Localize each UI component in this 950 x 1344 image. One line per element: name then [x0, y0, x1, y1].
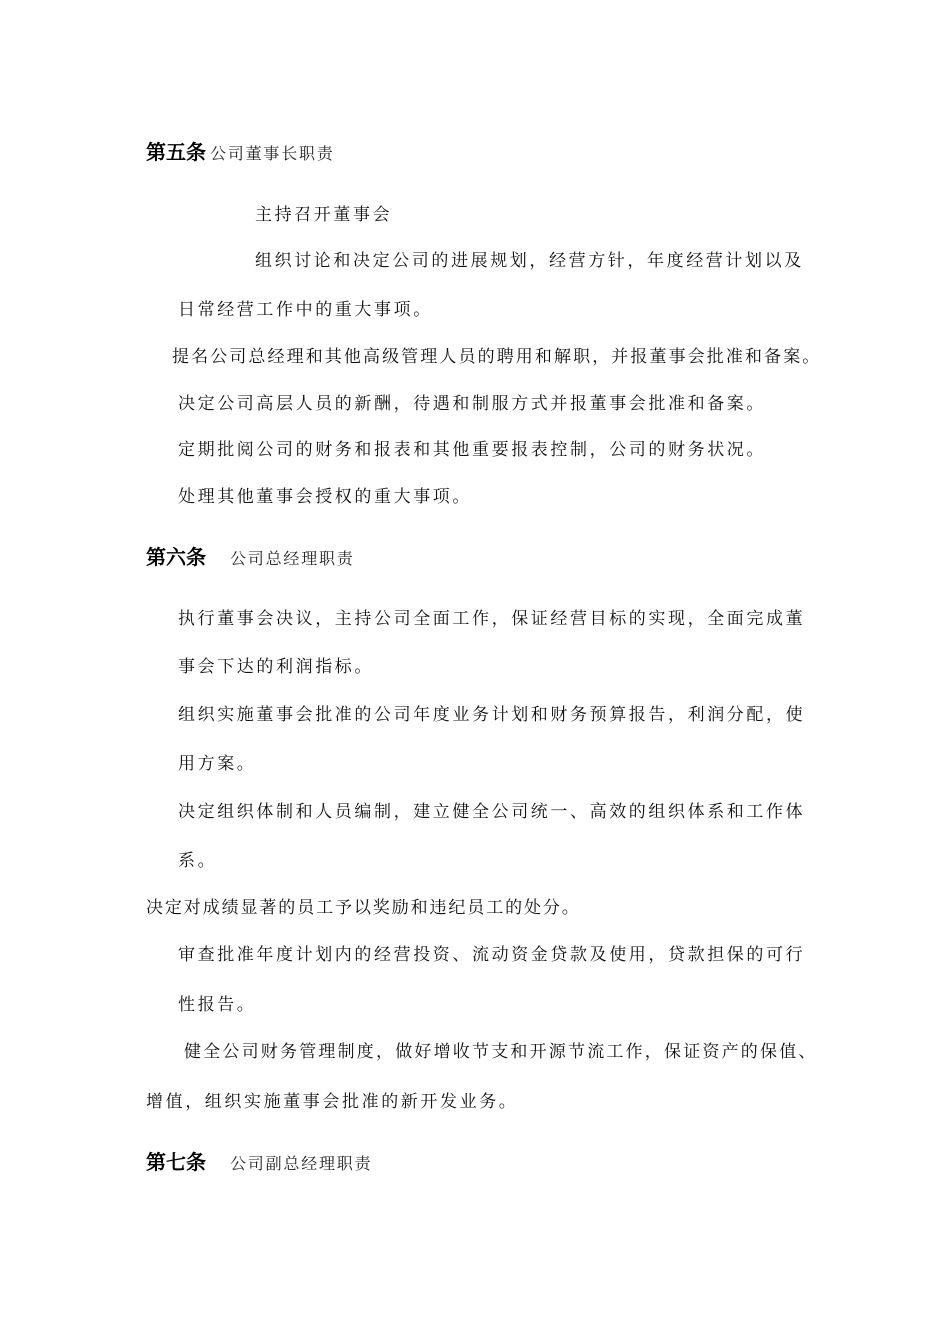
article-5-line: 主持召开董事会: [255, 205, 393, 225]
article-6-line: 决定组织体制和人员编制，建立健全公司统一、高效的组织体系和工作体: [178, 802, 806, 822]
article-6-line: 审查批准年度计划内的经营投资、流动资金贷款及使用，贷款担保的可行: [178, 945, 806, 965]
article-6-line: 性报告。: [178, 995, 257, 1015]
article-5-line: 组织讨论和决定公司的进展规划，经营方针，年度经营计划以及: [255, 251, 804, 271]
article-5-line: 定期批阅公司的财务和报表和其他重要报表控制，公司的财务状况。: [178, 440, 766, 460]
article-6-title: 公司总经理职责: [230, 549, 355, 568]
article-5-number: 第五条: [146, 140, 206, 164]
article-6-line: 执行董事会决议，主持公司全面工作，保证经营目标的实现，全面完成董: [178, 609, 806, 629]
article-5-heading: [146, 139, 335, 167]
article-6-heading: [146, 544, 355, 572]
article-6-line: 系。: [178, 851, 218, 871]
article-7-title: 公司副总经理职责: [230, 1154, 373, 1173]
article-5-line: 决定公司高层人员的新酬，待遇和制服方式并报董事会批准和备案。: [178, 394, 766, 414]
article-6-line: 决定对成绩显著的员工予以奖励和违纪员工的处分。: [146, 898, 581, 918]
article-6-number: 第六条: [146, 545, 206, 569]
article-7-number: 第七条: [146, 1150, 206, 1174]
article-6-line: 增值，组织实施董事会批准的新开发业务。: [146, 1092, 519, 1112]
article-5-line: 处理其他董事会授权的重大事项。: [178, 487, 472, 507]
article-5-line: 提名公司总经理和其他高级管理人员的聘用和解职，并报董事会批准和备案。: [172, 347, 822, 367]
article-7-heading: [146, 1149, 372, 1177]
article-6-line: 用方案。: [178, 754, 257, 774]
article-6-line: 事会下达的利润指标。: [178, 657, 374, 677]
article-6-line: 健全公司财务管理制度，做好增收节支和开源节流工作，保证资产的保值、: [184, 1042, 818, 1062]
article-6-line: 组织实施董事会批准的公司年度业务计划和财务预算报告，利润分配，使: [178, 705, 806, 725]
article-5-line: 日常经营工作中的重大事项。: [178, 300, 433, 320]
article-5-title: 公司董事长职责: [210, 144, 335, 163]
